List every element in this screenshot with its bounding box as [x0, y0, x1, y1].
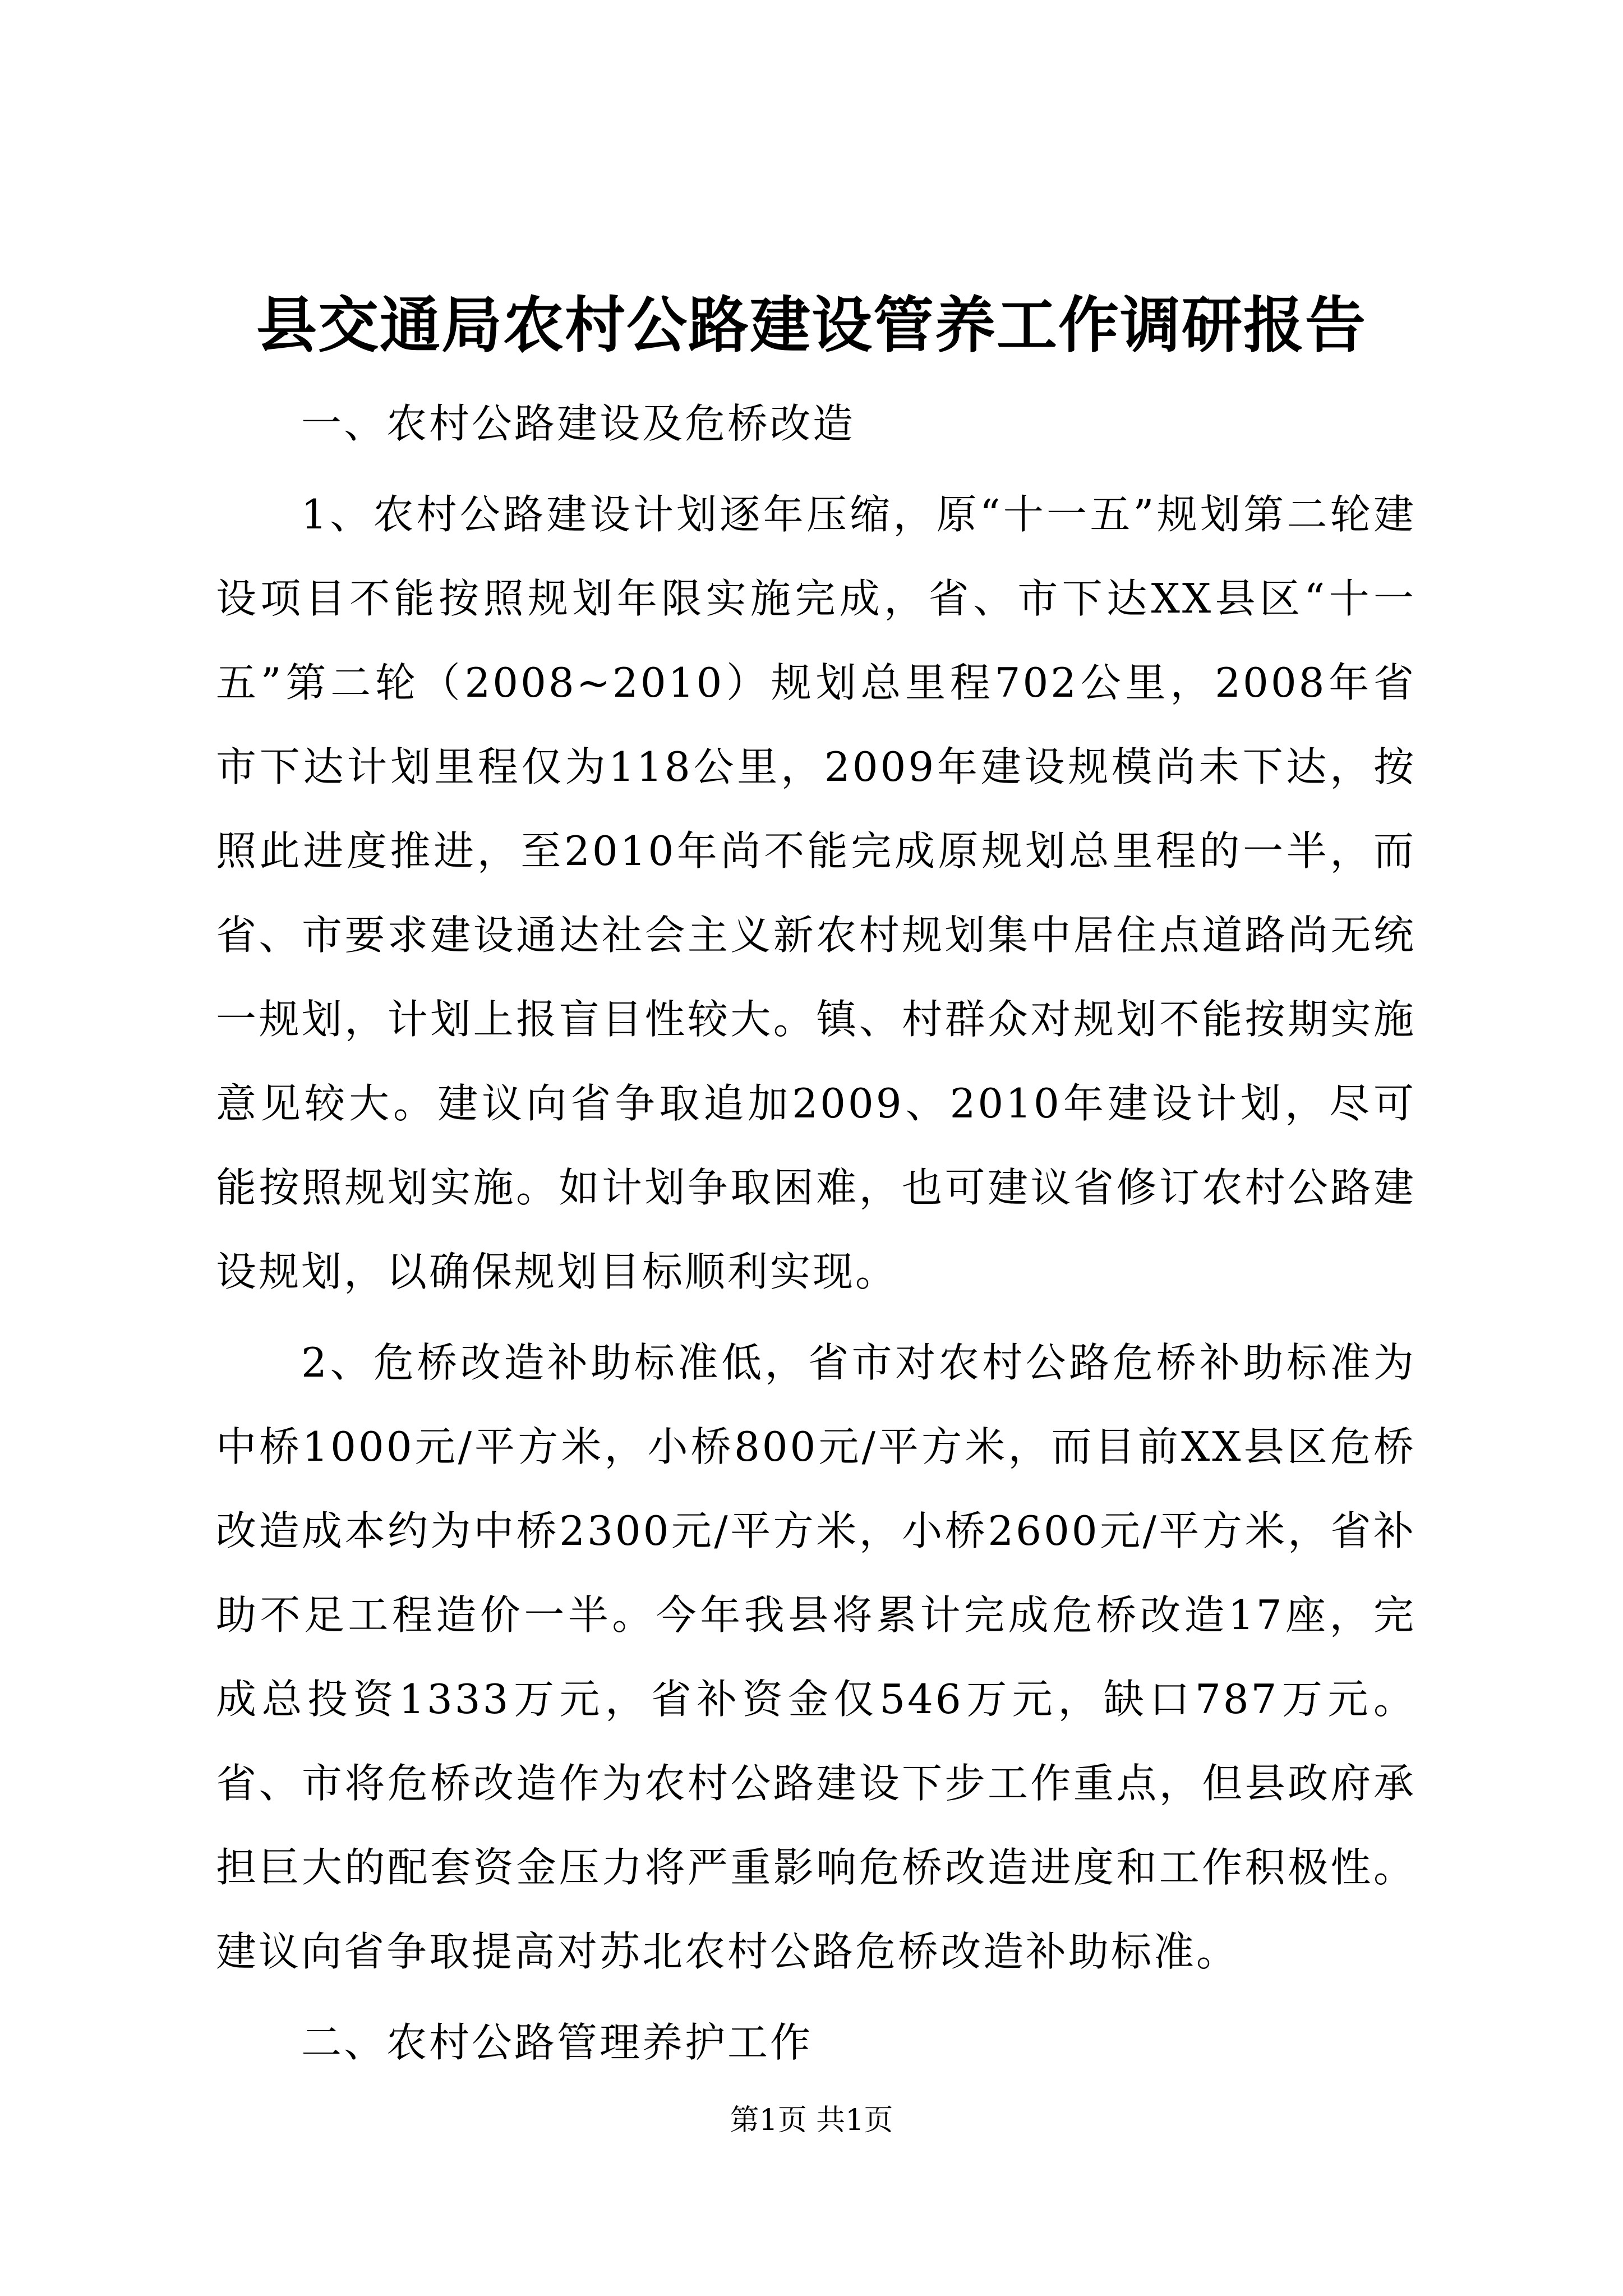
page-footer: 第1页 共1页 [730, 2104, 893, 2137]
document-body [216, 381, 1416, 2085]
paragraph-1: 1、农村公路建设计划逐年压缩，原“十一五”规划第二轮建设项目不能按照规划年限实施完成，省、市下达XX县区“十一五”第二轮（2008~2010）规划总里程702公里，2008年省市下达计划里程仅为118公里，2009年建设规模尚未下达，按照此进度推进，至2010年尚不能完成原规划总里程的一半，而省、市要求建设通达社会主义新农村规划集中居住点道路尚无统一规划，计划上报盲目性较大。镇、村群众对规划不能按期实施意见较大。建议向省争取追加2009、2010年建设计划，尽可能按照规划实施。如计划争取困难，也可建议省修订农村公路建设规划，以确保规划目标顺利实现。 [216, 491, 1416, 1295]
document-title: 县交通局农村公路建设管养工作调研报告 [256, 290, 1367, 361]
section-heading-1: 一、农村公路建设及危桥改造 [301, 400, 856, 447]
section-heading-2: 二、农村公路管理养护工作 [301, 2019, 813, 2066]
paragraph-2: 2、危桥改造补助标准低，省市对农村公路危桥补助标准为中桥1000元/平方米，小桥800元/平方米，而目前XX县区危桥改造成本约为中桥2300元/平方米，小桥2600元/平方米，省补助不足工程造价一半。今年我县将累计完成危桥改造17座，完成总投资1333万元，省补资金仅546万元，缺口787万元。省、市将危桥改造作为农村公路建设下步工作重点，但县政府承担巨大的配套资金压力将严重影响危桥改造进度和工作积极性。建议向省争取提高对苏北农村公路危桥改造补助标准。 [216, 1339, 1416, 1975]
